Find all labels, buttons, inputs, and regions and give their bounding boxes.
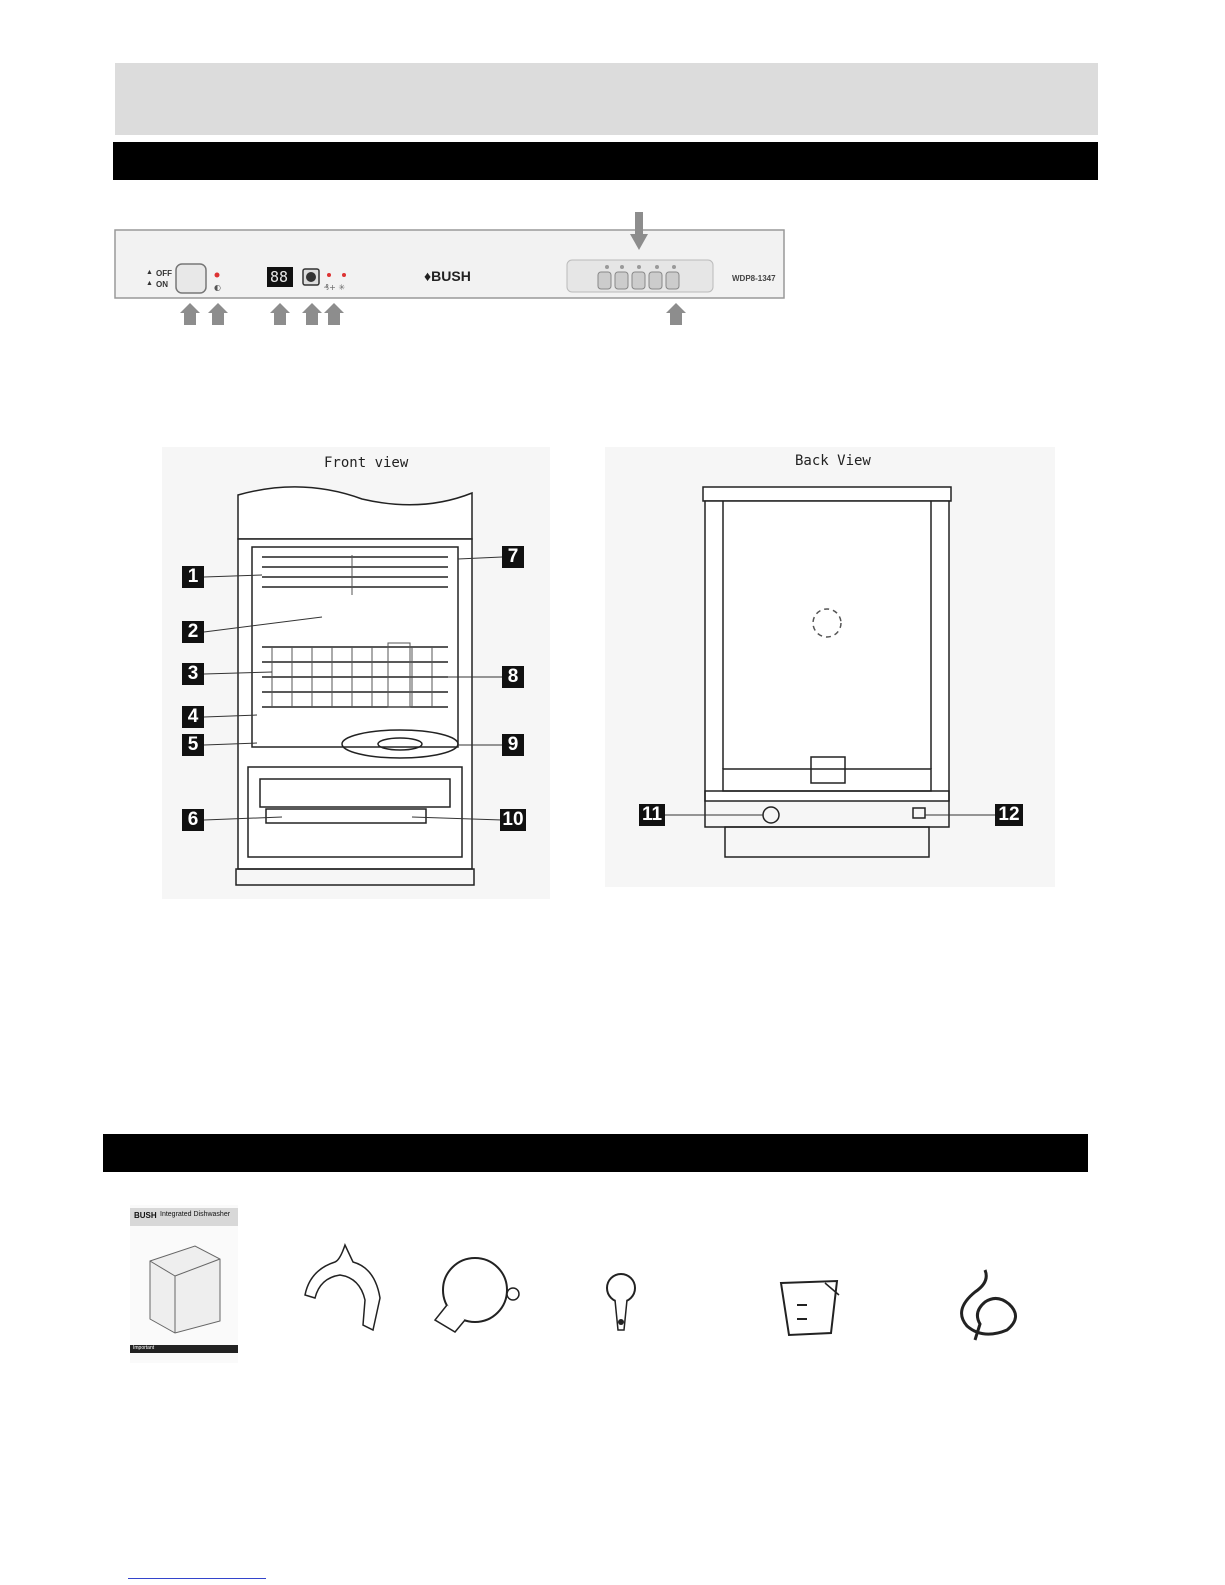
back-view-diagram	[605, 447, 1055, 887]
front-callout-6: 6	[182, 809, 204, 831]
accessory-funnel-icon	[425, 1250, 525, 1340]
svg-text:▲: ▲	[146, 269, 153, 276]
front-view-diagram	[162, 447, 550, 899]
callout-6-arrow	[629, 212, 649, 257]
accessory-drain-hose-icon	[945, 1262, 1030, 1347]
svg-text:▲: ▲	[146, 280, 153, 287]
display-digits: 88	[270, 268, 289, 286]
front-callout-1: 1	[182, 566, 204, 588]
svg-text:₰+ ✳: ₰+ ✳	[324, 283, 346, 292]
front-callout-9: 9	[502, 734, 524, 756]
section-bar-top	[113, 142, 1098, 180]
front-callout-10: 10	[500, 809, 526, 831]
back-callout-12: 12	[995, 804, 1023, 826]
header-band	[115, 63, 1098, 135]
manual-dishwasher-image	[140, 1241, 230, 1336]
front-callout-4: 4	[182, 706, 204, 728]
back-callout-11: 11	[639, 804, 665, 826]
front-callout-5: 5	[182, 734, 204, 756]
front-callout-3: 3	[182, 663, 204, 685]
accessory-measuring-spoon-icon	[596, 1270, 646, 1340]
accessory-manual	[130, 1205, 238, 1363]
front-callout-2: 2	[182, 621, 204, 643]
accessory-measuring-cup-icon	[775, 1275, 845, 1340]
footer-link-underline[interactable]	[128, 1578, 266, 1579]
accessory-hose-bracket-icon	[295, 1240, 385, 1340]
off-label: OFF	[156, 269, 172, 278]
front-view-svg	[162, 447, 550, 899]
front-view-caption: Front view	[324, 455, 409, 471]
brand-name: BUSH	[431, 268, 471, 284]
manual-footer: Important	[133, 1345, 155, 1351]
back-view-svg	[605, 447, 1055, 887]
back-view-caption: Back View	[795, 453, 871, 469]
brand-logo: ♦BUSH	[424, 268, 471, 284]
front-callout-8: 8	[502, 666, 524, 688]
svg-text:◐: ◐	[214, 283, 221, 292]
on-label: ON	[156, 280, 168, 289]
manual-title: BUSH	[134, 1211, 157, 1220]
control-panel-illustration	[114, 229, 785, 299]
front-callout-7: 7	[502, 546, 524, 568]
section-bar-accessories	[103, 1134, 1088, 1172]
manual-subtitle: Integrated Dishwasher	[160, 1211, 231, 1218]
model-label: WDP8-1347	[732, 274, 776, 283]
